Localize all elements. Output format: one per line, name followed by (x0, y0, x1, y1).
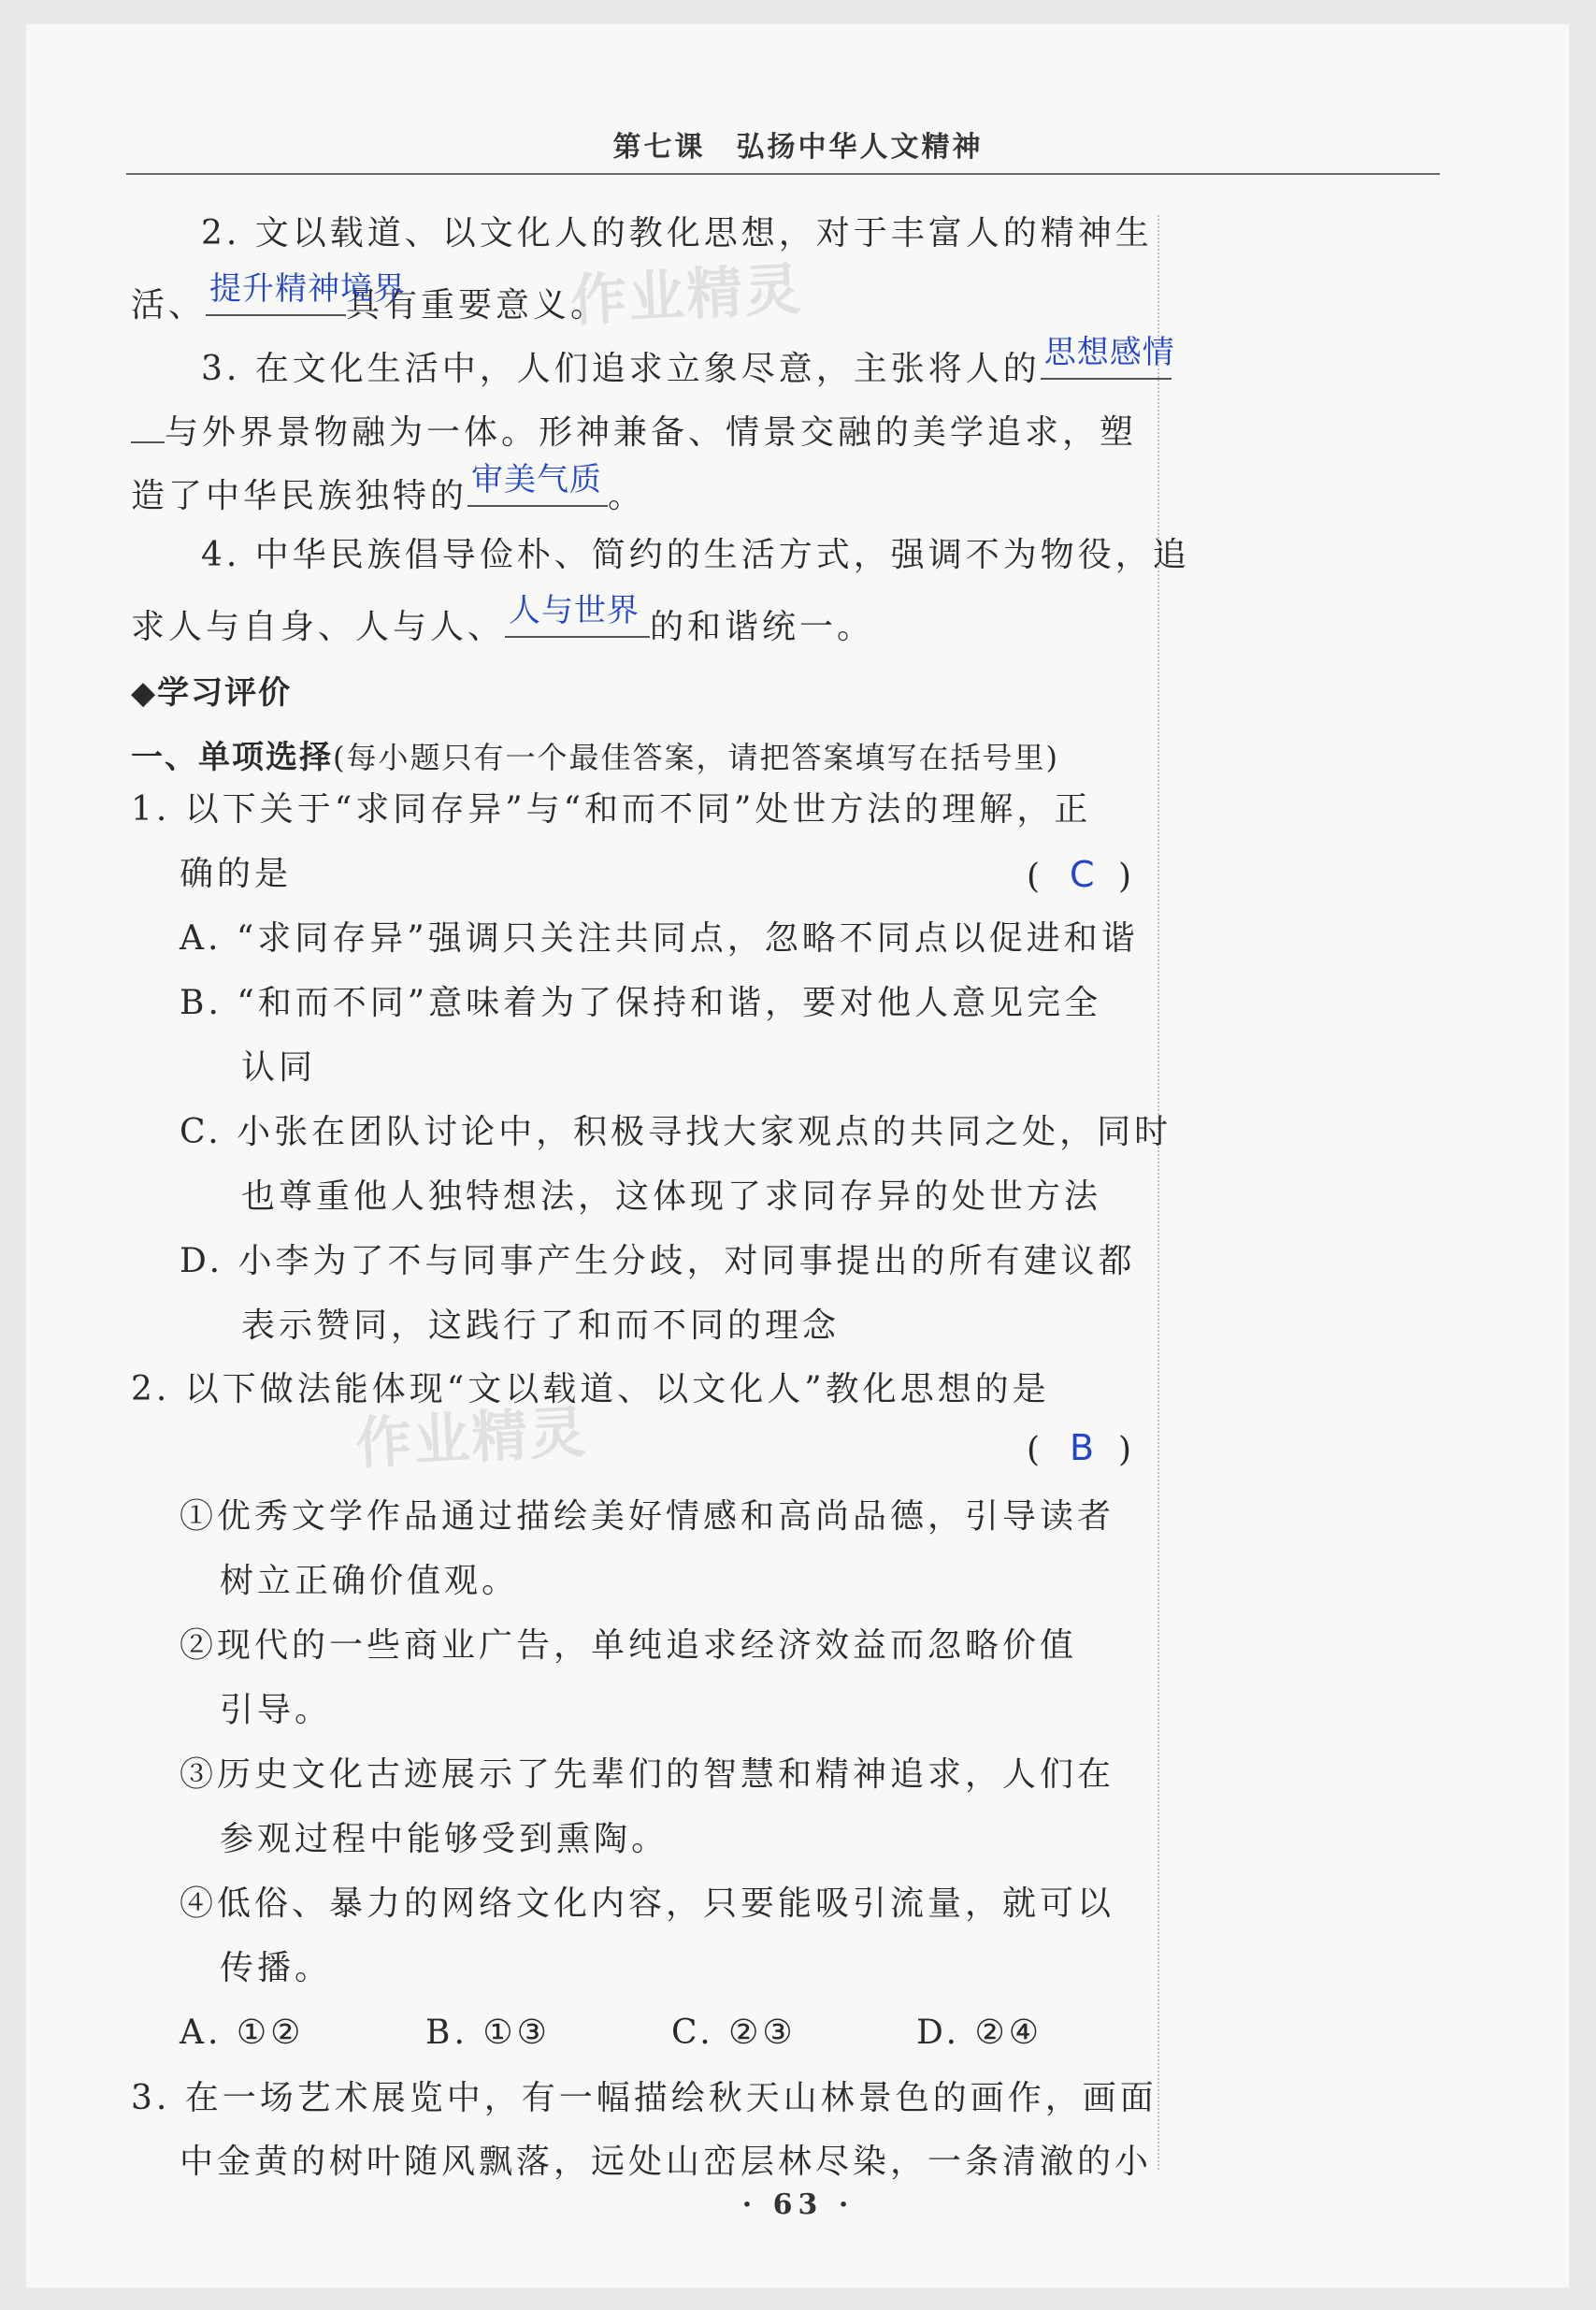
q1-answer-paren-close: ) (1118, 858, 1132, 896)
q2-item-2-line1: ②现代的一些商业广告，单纯追求经济效益而忽略价值 (180, 1626, 1078, 1665)
fill-q4-line1: 4. 中华民族倡导俭朴、简约的生活方式，强调不为物役，追 (201, 536, 1190, 574)
q2-choice-c: C. ②③ (671, 2014, 797, 2052)
q2-choice-d: D. ②④ (916, 2014, 1043, 2052)
q1-option-c-line2: 也尊重他人独特想法，这体现了求同存异的处世方法 (241, 1177, 1102, 1216)
watermark-stamp: 作业精灵 (353, 1399, 589, 1478)
header-rule (126, 173, 1440, 175)
q2-choice-a: A. ①② (180, 2014, 305, 2052)
q3-stem-line2: 中金黄的树叶随风飘落，远处山峦层林尽染，一条清澈的小 (180, 2143, 1153, 2181)
part1-instructions: (每小题只有一个最佳答案，请把答案填写在括号里) (333, 740, 1059, 775)
margin-dotted-line (1157, 215, 1159, 2170)
fill-q4-pre: 求人与自身、人与人、 (131, 608, 506, 646)
fill-q4-handwritten-answer: 人与世界 (509, 592, 640, 629)
fill-q3-blank2[interactable] (467, 461, 608, 507)
q2-item-2-line2: 引导。 (220, 1691, 333, 1729)
fill-q2-blank[interactable] (206, 270, 407, 316)
section-title: ◆学习评价 (131, 674, 293, 712)
fill-q2-line1: 2. 文以载道、以文化人的教化思想，对于丰富人的精神生 (201, 214, 1153, 253)
fill-q3-blank1-continued (131, 408, 165, 443)
fill-q2-handwritten-answer: 提升精神境界 (209, 270, 407, 308)
fill-q4-blank[interactable] (505, 592, 650, 638)
q1-option-d-line1: D. 小李为了不与同事产生分歧，对同事提出的所有建议都 (180, 1242, 1136, 1280)
q2-answer-paren-open: ( (1027, 1431, 1041, 1469)
q2-answer-paren-close: ) (1118, 1431, 1132, 1469)
fill-q3-blank1[interactable] (1041, 334, 1175, 380)
fill-q3-line3-post: 。 (608, 477, 646, 515)
fill-q3-line3-pre: 造了中华民族独特的 (131, 477, 468, 515)
fill-q4-line2 (131, 592, 875, 646)
q1-option-d-line2: 表示赞同，这践行了和而不同的理念 (241, 1307, 841, 1345)
fill-q3-handwritten-answer1: 思想感情 (1043, 334, 1175, 371)
q2-item-4-line2: 传播。 (220, 1949, 333, 1987)
fill-q3-pre: 3. 在文化生活中，人们追求立象尽意，主张将人的 (201, 350, 1041, 388)
q2-item-3-line2: 参观过程中能够受到熏陶。 (220, 1820, 669, 1858)
q1-answer-paren-open: ( (1027, 858, 1041, 896)
watermark-stamp: 作业精灵 (568, 256, 804, 335)
fill-q2-post: 具有重要意义。 (346, 286, 609, 325)
q2-item-4-line1: ④低俗、暴力的网络文化内容，只要能吸引流量，就可以 (180, 1884, 1115, 1923)
q1-option-b-line2: 认同 (241, 1048, 317, 1087)
q2-item-1-line2: 树立正确价值观。 (220, 1562, 520, 1600)
q2-choice-b: B. ①③ (425, 2014, 551, 2052)
fill-q3-line2-text: 与外界景物融为一体。形神兼备、情景交融的美学追求，塑 (165, 413, 1138, 452)
q3-stem-line1: 3. 在一场艺术展览中，有一幅描绘秋天山林景色的画作，画面 (131, 2079, 1157, 2117)
q1-handwritten-answer[interactable]: C (1070, 854, 1095, 895)
q1-option-a: A. “求同存异”强调只关注共同点，忽略不同点以促进和谐 (180, 919, 1139, 958)
q1-option-c-line1: C. 小张在团队讨论中，积极寻找大家观点的共同之处，同时 (180, 1113, 1172, 1151)
part1-title: 一、单项选择 (131, 739, 333, 776)
part1-heading (131, 731, 1059, 777)
q1-stem-line2: 确的是 (180, 855, 293, 893)
fill-q3-line3 (131, 461, 646, 515)
page-number: · 63 · (741, 2188, 855, 2221)
fill-q2-line2 (131, 270, 609, 325)
fill-q3-line2 (131, 408, 1137, 450)
q1-stem-line1: 1. 以下关于“求同存异”与“和而不同”处世方法的理解，正 (131, 790, 1092, 829)
q2-item-1-line1: ①优秀文学作品通过描绘美好情感和高尚品德，引导读者 (180, 1497, 1115, 1536)
fill-q3-handwritten-answer2: 审美气质 (471, 461, 603, 498)
q2-handwritten-answer[interactable]: B (1070, 1427, 1095, 1468)
q1-option-b-line1: B. “和而不同”意味着为了保持和谐，要对他人意见完全 (180, 984, 1102, 1022)
fill-q4-post: 的和谐统一。 (650, 608, 875, 646)
q2-item-3-line1: ③历史文化古迹展示了先辈们的智慧和精神追求，人们在 (180, 1755, 1115, 1794)
q2-stem: 2. 以下做法能体现“文以载道、以文化人”教化思想的是 (131, 1370, 1050, 1408)
fill-q2-pre: 活、 (131, 286, 207, 325)
page-header-title: 第七课 弘扬中华人文精神 (612, 131, 984, 164)
fill-q3-line1 (201, 334, 1175, 388)
